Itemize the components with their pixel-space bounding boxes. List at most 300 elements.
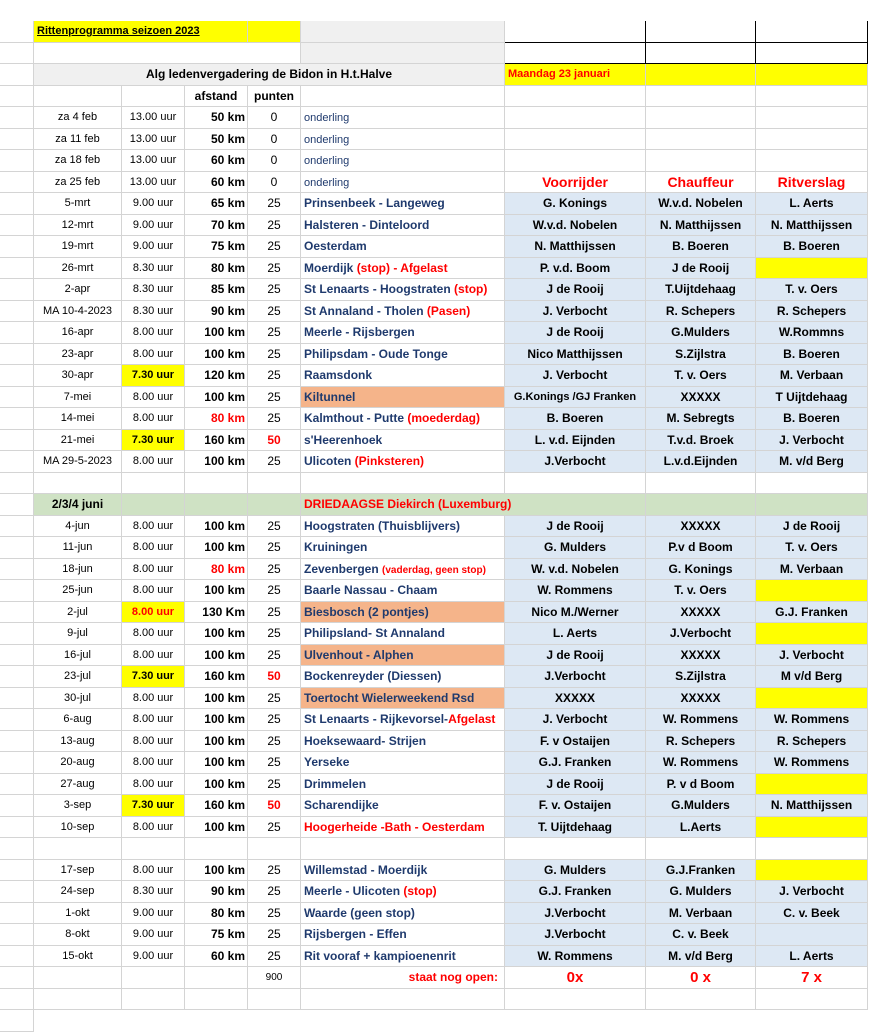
gutter-cell[interactable] bbox=[0, 623, 34, 645]
empty-cell[interactable] bbox=[248, 494, 301, 516]
time-cell[interactable]: 8.00 uur bbox=[122, 645, 185, 667]
chauffeur-cell[interactable]: W. Rommens bbox=[646, 752, 756, 774]
chauffeur-cell[interactable]: J.Verbocht bbox=[646, 623, 756, 645]
time-cell[interactable]: 8.00 uur bbox=[122, 623, 185, 645]
points-cell[interactable]: 25 bbox=[248, 645, 301, 667]
gutter-cell[interactable] bbox=[0, 817, 34, 839]
empty-cell[interactable] bbox=[122, 989, 185, 1011]
time-cell[interactable]: 9.00 uur bbox=[122, 903, 185, 925]
chauffeur-cell[interactable]: W.v.d. Nobelen bbox=[646, 193, 756, 215]
chauffeur-cell[interactable]: T.v.d. Broek bbox=[646, 430, 756, 452]
time-cell[interactable]: 13.00 uur bbox=[122, 172, 185, 194]
date-cell[interactable]: 30-apr bbox=[34, 365, 122, 387]
chauffeur-cell[interactable] bbox=[646, 107, 756, 129]
date-cell[interactable]: 20-aug bbox=[34, 752, 122, 774]
distance-cell[interactable]: 100 km bbox=[185, 774, 248, 796]
distance-cell[interactable]: 85 km bbox=[185, 279, 248, 301]
gutter-cell[interactable] bbox=[0, 301, 34, 323]
time-cell[interactable]: 13.00 uur bbox=[122, 107, 185, 129]
voorrijder-cell[interactable]: J.Verbocht bbox=[505, 924, 646, 946]
voorrijder-cell[interactable]: J de Rooij bbox=[505, 279, 646, 301]
points-cell[interactable]: 25 bbox=[248, 709, 301, 731]
gutter-cell[interactable] bbox=[0, 258, 34, 280]
empty-cell[interactable] bbox=[34, 473, 122, 495]
ritverslag-cell[interactable]: L. Aerts bbox=[756, 193, 868, 215]
chauffeur-cell[interactable]: XXXXX bbox=[646, 688, 756, 710]
time-cell[interactable]: 13.00 uur bbox=[122, 150, 185, 172]
points-cell[interactable]: 25 bbox=[248, 860, 301, 882]
route-cell[interactable] bbox=[301, 215, 505, 237]
ritverslag-cell[interactable]: B. Boeren bbox=[756, 344, 868, 366]
voorrijder-cell[interactable]: L. Aerts bbox=[505, 623, 646, 645]
gutter-cell[interactable] bbox=[0, 279, 34, 301]
chauffeur-cell[interactable]: R. Schepers bbox=[646, 731, 756, 753]
date-cell[interactable]: 16-jul bbox=[34, 645, 122, 667]
empty-cell[interactable] bbox=[122, 838, 185, 860]
gutter-cell[interactable] bbox=[0, 645, 34, 667]
points-cell[interactable]: 0 bbox=[248, 129, 301, 151]
gutter-cell[interactable] bbox=[0, 967, 34, 989]
date-cell[interactable]: 26-mrt bbox=[34, 258, 122, 280]
ritverslag-cell[interactable] bbox=[756, 924, 868, 946]
empty-cell[interactable] bbox=[185, 494, 248, 516]
empty-cell[interactable] bbox=[185, 473, 248, 495]
ritverslag-cell[interactable]: M. v/d Berg bbox=[756, 451, 868, 473]
ritverslag-cell[interactable] bbox=[756, 258, 868, 280]
chauffeur-cell[interactable]: T. v. Oers bbox=[646, 580, 756, 602]
ritverslag-cell[interactable] bbox=[756, 623, 868, 645]
route-cell[interactable] bbox=[301, 924, 505, 946]
gutter-cell[interactable] bbox=[0, 731, 34, 753]
time-cell[interactable]: 8.00 uur bbox=[122, 580, 185, 602]
distance-cell[interactable]: 160 km bbox=[185, 666, 248, 688]
route-cell[interactable] bbox=[301, 623, 505, 645]
empty-cell[interactable] bbox=[185, 838, 248, 860]
ritverslag-cell[interactable] bbox=[756, 688, 868, 710]
time-cell[interactable]: 8.00 uur bbox=[122, 344, 185, 366]
empty-cell[interactable] bbox=[248, 473, 301, 495]
points-cell[interactable]: 25 bbox=[248, 537, 301, 559]
date-cell[interactable]: 13-aug bbox=[34, 731, 122, 753]
time-cell[interactable]: 8.30 uur bbox=[122, 881, 185, 903]
gutter-cell[interactable] bbox=[0, 903, 34, 925]
chauffeur-cell[interactable]: G.J.Franken bbox=[646, 860, 756, 882]
points-cell[interactable]: 25 bbox=[248, 623, 301, 645]
gutter-cell[interactable] bbox=[0, 322, 34, 344]
points-cell[interactable]: 0 bbox=[248, 172, 301, 194]
route-cell[interactable] bbox=[301, 946, 505, 968]
voorrijder-cell[interactable]: L. v.d. Eijnden bbox=[505, 430, 646, 452]
ritverslag-cell[interactable] bbox=[756, 817, 868, 839]
gutter-cell[interactable] bbox=[0, 580, 34, 602]
empty-cell[interactable] bbox=[505, 21, 646, 43]
voorrijder-cell[interactable]: J de Rooij bbox=[505, 516, 646, 538]
empty-cell[interactable] bbox=[301, 989, 505, 1011]
empty-cell[interactable] bbox=[756, 838, 868, 860]
gutter-cell[interactable] bbox=[0, 516, 34, 538]
chauffeur-cell[interactable] bbox=[646, 129, 756, 151]
time-cell[interactable]: 8.00 uur bbox=[122, 602, 185, 624]
gutter-cell[interactable] bbox=[0, 193, 34, 215]
ritverslag-cell[interactable]: C. v. Beek bbox=[756, 903, 868, 925]
gutter-cell[interactable] bbox=[0, 172, 34, 194]
gutter-cell[interactable] bbox=[0, 666, 34, 688]
ritverslag-cell[interactable]: M. Verbaan bbox=[756, 365, 868, 387]
voorrijder-cell[interactable] bbox=[505, 150, 646, 172]
chauffeur-cell[interactable]: R. Schepers bbox=[646, 301, 756, 323]
sheet-title[interactable]: Rittenprogramma seizoen 2023 bbox=[34, 21, 248, 43]
voorrijder-cell[interactable]: P. v.d. Boom bbox=[505, 258, 646, 280]
chauffeur-cell[interactable]: T. v. Oers bbox=[646, 365, 756, 387]
empty-cell[interactable] bbox=[646, 473, 756, 495]
route-cell[interactable] bbox=[301, 279, 505, 301]
gutter-cell[interactable] bbox=[0, 21, 34, 43]
voorrijder-open-count[interactable]: 0x bbox=[505, 967, 646, 989]
date-cell[interactable]: MA 29-5-2023 bbox=[34, 451, 122, 473]
chauffeur-cell[interactable]: J de Rooij bbox=[646, 258, 756, 280]
distance-cell[interactable]: 50 km bbox=[185, 107, 248, 129]
points-cell[interactable]: 50 bbox=[248, 666, 301, 688]
voorrijder-cell[interactable]: B. Boeren bbox=[505, 408, 646, 430]
voorrijder-cell[interactable]: N. Matthijssen bbox=[505, 236, 646, 258]
chauffeur-cell[interactable]: XXXXX bbox=[646, 602, 756, 624]
route-cell[interactable] bbox=[301, 709, 505, 731]
voorrijder-cell[interactable]: Nico M./Werner bbox=[505, 602, 646, 624]
chauffeur-cell[interactable]: G. Mulders bbox=[646, 881, 756, 903]
empty-cell[interactable] bbox=[301, 43, 505, 65]
voorrijder-cell[interactable]: G.J. Franken bbox=[505, 881, 646, 903]
distance-cell[interactable]: 160 km bbox=[185, 795, 248, 817]
route-cell[interactable] bbox=[301, 903, 505, 925]
voorrijder-cell[interactable]: XXXXX bbox=[505, 688, 646, 710]
time-cell[interactable]: 13.00 uur bbox=[122, 129, 185, 151]
route-cell[interactable] bbox=[301, 860, 505, 882]
ritverslag-cell[interactable]: T. v. Oers bbox=[756, 279, 868, 301]
distance-cell[interactable]: 100 km bbox=[185, 709, 248, 731]
empty-cell[interactable] bbox=[301, 86, 505, 108]
distance-cell[interactable]: 70 km bbox=[185, 215, 248, 237]
ritverslag-cell[interactable]: G.J. Franken bbox=[756, 602, 868, 624]
ritverslag-open-count[interactable]: 7 x bbox=[756, 967, 868, 989]
empty-cell[interactable] bbox=[756, 473, 868, 495]
route-cell[interactable] bbox=[301, 881, 505, 903]
ritverslag-cell[interactable]: W.Rommns bbox=[756, 322, 868, 344]
route-cell[interactable] bbox=[301, 451, 505, 473]
route-cell[interactable] bbox=[301, 150, 505, 172]
gutter-cell[interactable] bbox=[0, 473, 34, 495]
distance-cell[interactable]: 130 Km bbox=[185, 602, 248, 624]
gutter-cell[interactable] bbox=[0, 215, 34, 237]
chauffeur-cell[interactable]: S.Zijlstra bbox=[646, 666, 756, 688]
empty-cell[interactable] bbox=[34, 43, 301, 65]
route-cell[interactable] bbox=[301, 602, 505, 624]
gutter-cell[interactable] bbox=[0, 795, 34, 817]
empty-cell[interactable] bbox=[248, 838, 301, 860]
gutter-cell[interactable] bbox=[0, 365, 34, 387]
date-cell[interactable]: MA 10-4-2023 bbox=[34, 301, 122, 323]
date-cell[interactable]: 25-jun bbox=[34, 580, 122, 602]
voorrijder-cell[interactable]: W. v.d. Nobelen bbox=[505, 559, 646, 581]
ritverslag-cell[interactable]: M v/d Berg bbox=[756, 666, 868, 688]
time-cell[interactable]: 8.00 uur bbox=[122, 817, 185, 839]
chauffeur-open-count[interactable]: 0 x bbox=[646, 967, 756, 989]
chauffeur-cell[interactable]: XXXXX bbox=[646, 387, 756, 409]
empty-cell[interactable] bbox=[185, 967, 248, 989]
gutter-cell[interactable] bbox=[0, 150, 34, 172]
route-cell[interactable] bbox=[301, 236, 505, 258]
empty-cell[interactable] bbox=[185, 989, 248, 1011]
time-cell[interactable]: 8.00 uur bbox=[122, 752, 185, 774]
voorrijder-cell[interactable]: J. Verbocht bbox=[505, 301, 646, 323]
time-cell[interactable]: 8.00 uur bbox=[122, 322, 185, 344]
time-cell[interactable]: 8.00 uur bbox=[122, 451, 185, 473]
ritverslag-cell[interactable] bbox=[756, 580, 868, 602]
distance-cell[interactable]: 160 km bbox=[185, 430, 248, 452]
points-cell[interactable]: 25 bbox=[248, 516, 301, 538]
route-cell[interactable] bbox=[301, 580, 505, 602]
route-cell[interactable] bbox=[301, 688, 505, 710]
points-cell[interactable]: 25 bbox=[248, 924, 301, 946]
time-cell[interactable]: 9.00 uur bbox=[122, 215, 185, 237]
time-cell[interactable]: 9.00 uur bbox=[122, 236, 185, 258]
empty-cell[interactable] bbox=[756, 989, 868, 1011]
empty-cell[interactable] bbox=[505, 473, 646, 495]
empty-cell[interactable] bbox=[646, 64, 756, 86]
gutter-cell[interactable] bbox=[0, 129, 34, 151]
gutter-cell[interactable] bbox=[0, 924, 34, 946]
chauffeur-cell[interactable]: N. Matthijssen bbox=[646, 215, 756, 237]
gutter-cell[interactable] bbox=[0, 881, 34, 903]
distance-cell[interactable]: 100 km bbox=[185, 322, 248, 344]
empty-cell[interactable] bbox=[756, 494, 868, 516]
time-cell[interactable]: 8.00 uur bbox=[122, 860, 185, 882]
points-cell[interactable]: 25 bbox=[248, 580, 301, 602]
route-cell[interactable] bbox=[301, 129, 505, 151]
distance-cell[interactable]: 90 km bbox=[185, 301, 248, 323]
points-cell[interactable]: 25 bbox=[248, 774, 301, 796]
ritverslag-cell[interactable]: R. Schepers bbox=[756, 731, 868, 753]
voorrijder-cell[interactable]: J de Rooij bbox=[505, 645, 646, 667]
voorrijder-cell[interactable]: J de Rooij bbox=[505, 322, 646, 344]
points-cell[interactable]: 25 bbox=[248, 881, 301, 903]
date-cell[interactable]: 1-okt bbox=[34, 903, 122, 925]
route-cell[interactable] bbox=[301, 258, 505, 280]
distance-cell[interactable]: 100 km bbox=[185, 817, 248, 839]
date-cell[interactable]: 24-sep bbox=[34, 881, 122, 903]
date-cell[interactable]: 6-aug bbox=[34, 709, 122, 731]
time-cell[interactable]: 8.00 uur bbox=[122, 731, 185, 753]
date-cell[interactable]: 17-sep bbox=[34, 860, 122, 882]
empty-cell[interactable] bbox=[756, 86, 868, 108]
points-cell[interactable]: 25 bbox=[248, 215, 301, 237]
ritverslag-cell[interactable] bbox=[756, 774, 868, 796]
ritverslag-cell[interactable]: N. Matthijssen bbox=[756, 215, 868, 237]
date-cell[interactable]: 27-aug bbox=[34, 774, 122, 796]
gutter-cell[interactable] bbox=[0, 64, 34, 86]
voorrijder-cell[interactable]: W. Rommens bbox=[505, 580, 646, 602]
chauffeur-cell[interactable]: P.v d Boom bbox=[646, 537, 756, 559]
date-cell[interactable]: za 4 feb bbox=[34, 107, 122, 129]
points-cell[interactable]: 25 bbox=[248, 817, 301, 839]
distance-cell[interactable]: 80 km bbox=[185, 258, 248, 280]
empty-cell[interactable] bbox=[122, 86, 185, 108]
empty-cell[interactable] bbox=[301, 21, 505, 43]
points-cell[interactable]: 25 bbox=[248, 258, 301, 280]
points-cell[interactable]: 25 bbox=[248, 688, 301, 710]
empty-cell[interactable] bbox=[646, 989, 756, 1011]
gutter-cell[interactable] bbox=[0, 1010, 34, 1032]
ritverslag-cell[interactable] bbox=[756, 129, 868, 151]
points-cell[interactable]: 25 bbox=[248, 322, 301, 344]
points-cell[interactable]: 25 bbox=[248, 602, 301, 624]
time-cell[interactable]: 8.00 uur bbox=[122, 774, 185, 796]
tour-text[interactable]: DRIEDAAGSE Diekirch (Luxemburg) bbox=[301, 494, 646, 516]
gutter-cell[interactable] bbox=[0, 860, 34, 882]
route-cell[interactable] bbox=[301, 107, 505, 129]
date-cell[interactable]: 19-mrt bbox=[34, 236, 122, 258]
voorrijder-cell[interactable]: W.v.d. Nobelen bbox=[505, 215, 646, 237]
chauffeur-cell[interactable]: G.Mulders bbox=[646, 795, 756, 817]
chauffeur-cell[interactable]: M. Sebregts bbox=[646, 408, 756, 430]
chauffeur-cell[interactable]: C. v. Beek bbox=[646, 924, 756, 946]
chauffeur-cell[interactable]: B. Boeren bbox=[646, 236, 756, 258]
points-cell[interactable]: 25 bbox=[248, 344, 301, 366]
distance-cell[interactable]: 100 km bbox=[185, 688, 248, 710]
voorrijder-cell[interactable] bbox=[505, 129, 646, 151]
chauffeur-cell[interactable]: M. v/d Berg bbox=[646, 946, 756, 968]
time-cell[interactable]: 8.00 uur bbox=[122, 688, 185, 710]
points-cell[interactable]: 25 bbox=[248, 408, 301, 430]
gutter-cell[interactable] bbox=[0, 537, 34, 559]
voorrijder-cell[interactable]: J.Verbocht bbox=[505, 903, 646, 925]
distance-cell[interactable]: 65 km bbox=[185, 193, 248, 215]
distance-cell[interactable]: 120 km bbox=[185, 365, 248, 387]
points-cell[interactable]: 25 bbox=[248, 301, 301, 323]
ritverslag-cell[interactable]: J. Verbocht bbox=[756, 881, 868, 903]
date-cell[interactable]: 5-mrt bbox=[34, 193, 122, 215]
route-cell[interactable] bbox=[301, 752, 505, 774]
points-cell[interactable]: 25 bbox=[248, 451, 301, 473]
distance-cell[interactable]: 100 km bbox=[185, 752, 248, 774]
distance-cell[interactable]: 80 km bbox=[185, 559, 248, 581]
gutter-cell[interactable] bbox=[0, 43, 34, 65]
time-cell[interactable]: 8.00 uur bbox=[122, 537, 185, 559]
distance-cell[interactable]: 100 km bbox=[185, 537, 248, 559]
gutter-cell[interactable] bbox=[0, 989, 34, 1011]
distance-cell[interactable]: 60 km bbox=[185, 150, 248, 172]
date-cell[interactable]: 9-jul bbox=[34, 623, 122, 645]
date-cell[interactable]: 18-jun bbox=[34, 559, 122, 581]
route-cell[interactable] bbox=[301, 430, 505, 452]
chauffeur-cell[interactable]: T.Uijtdehaag bbox=[646, 279, 756, 301]
voorrijder-cell[interactable]: F. v Ostaijen bbox=[505, 731, 646, 753]
distance-cell[interactable]: 100 km bbox=[185, 580, 248, 602]
route-cell[interactable] bbox=[301, 774, 505, 796]
date-cell[interactable]: 2-jul bbox=[34, 602, 122, 624]
distance-cell[interactable]: 75 km bbox=[185, 924, 248, 946]
ritverslag-cell[interactable]: W. Rommens bbox=[756, 752, 868, 774]
route-cell[interactable] bbox=[301, 731, 505, 753]
distance-cell[interactable]: 90 km bbox=[185, 881, 248, 903]
total-points[interactable]: 900 bbox=[248, 967, 301, 989]
route-cell[interactable] bbox=[301, 344, 505, 366]
gutter-cell[interactable] bbox=[0, 86, 34, 108]
voorrijder-cell[interactable]: G.Konings /GJ Franken bbox=[505, 387, 646, 409]
points-cell[interactable]: 25 bbox=[248, 903, 301, 925]
chauffeur-cell[interactable]: G. Konings bbox=[646, 559, 756, 581]
route-cell[interactable] bbox=[301, 645, 505, 667]
date-cell[interactable]: 11-jun bbox=[34, 537, 122, 559]
time-cell[interactable]: 8.00 uur bbox=[122, 709, 185, 731]
distance-cell[interactable]: 100 km bbox=[185, 731, 248, 753]
date-cell[interactable]: 21-mei bbox=[34, 430, 122, 452]
chauffeur-cell[interactable]: L.Aerts bbox=[646, 817, 756, 839]
gutter-cell[interactable] bbox=[0, 107, 34, 129]
date-cell[interactable]: 4-jun bbox=[34, 516, 122, 538]
points-cell[interactable]: 0 bbox=[248, 150, 301, 172]
ritverslag-cell[interactable]: W. Rommens bbox=[756, 709, 868, 731]
points-cell[interactable]: 25 bbox=[248, 752, 301, 774]
points-cell[interactable]: 25 bbox=[248, 193, 301, 215]
route-cell[interactable] bbox=[301, 559, 505, 581]
distance-cell[interactable]: 75 km bbox=[185, 236, 248, 258]
date-cell[interactable]: 16-apr bbox=[34, 322, 122, 344]
date-cell[interactable]: 14-mei bbox=[34, 408, 122, 430]
time-cell[interactable]: 8.30 uur bbox=[122, 258, 185, 280]
points-cell[interactable]: 50 bbox=[248, 430, 301, 452]
date-cell[interactable]: 30-jul bbox=[34, 688, 122, 710]
ritverslag-cell[interactable] bbox=[756, 860, 868, 882]
points-cell[interactable]: 25 bbox=[248, 236, 301, 258]
time-cell[interactable]: 7.30 uur bbox=[122, 666, 185, 688]
time-cell[interactable]: 8.00 uur bbox=[122, 387, 185, 409]
empty-cell[interactable] bbox=[646, 86, 756, 108]
gutter-cell[interactable] bbox=[0, 387, 34, 409]
distance-cell[interactable]: 100 km bbox=[185, 387, 248, 409]
distance-cell[interactable]: 50 km bbox=[185, 129, 248, 151]
route-cell[interactable] bbox=[301, 172, 505, 194]
gutter-cell[interactable] bbox=[0, 494, 34, 516]
date-cell[interactable]: 12-mrt bbox=[34, 215, 122, 237]
chauffeur-cell[interactable]: S.Zijlstra bbox=[646, 344, 756, 366]
date-cell[interactable]: 10-sep bbox=[34, 817, 122, 839]
ritverslag-cell[interactable]: N. Matthijssen bbox=[756, 795, 868, 817]
gutter-cell[interactable] bbox=[0, 408, 34, 430]
voorrijder-cell[interactable]: J de Rooij bbox=[505, 774, 646, 796]
date-cell[interactable]: 8-okt bbox=[34, 924, 122, 946]
date-cell[interactable]: 23-jul bbox=[34, 666, 122, 688]
points-cell[interactable]: 50 bbox=[248, 795, 301, 817]
distance-cell[interactable]: 100 km bbox=[185, 451, 248, 473]
route-cell[interactable] bbox=[301, 795, 505, 817]
distance-cell[interactable]: 100 km bbox=[185, 344, 248, 366]
empty-cell[interactable] bbox=[34, 989, 122, 1011]
empty-cell[interactable] bbox=[646, 838, 756, 860]
date-cell[interactable]: za 11 feb bbox=[34, 129, 122, 151]
empty-cell[interactable] bbox=[34, 86, 122, 108]
ritverslag-cell[interactable]: T Uijtdehaag bbox=[756, 387, 868, 409]
gutter-cell[interactable] bbox=[0, 946, 34, 968]
points-cell[interactable]: 25 bbox=[248, 279, 301, 301]
empty-cell[interactable] bbox=[122, 494, 185, 516]
route-cell[interactable] bbox=[301, 516, 505, 538]
empty-cell[interactable] bbox=[505, 989, 646, 1011]
voorrijder-cell[interactable] bbox=[505, 107, 646, 129]
gutter-cell[interactable] bbox=[0, 559, 34, 581]
distance-cell[interactable]: 100 km bbox=[185, 645, 248, 667]
ritverslag-cell[interactable] bbox=[756, 150, 868, 172]
ritverslag-cell[interactable]: L. Aerts bbox=[756, 946, 868, 968]
